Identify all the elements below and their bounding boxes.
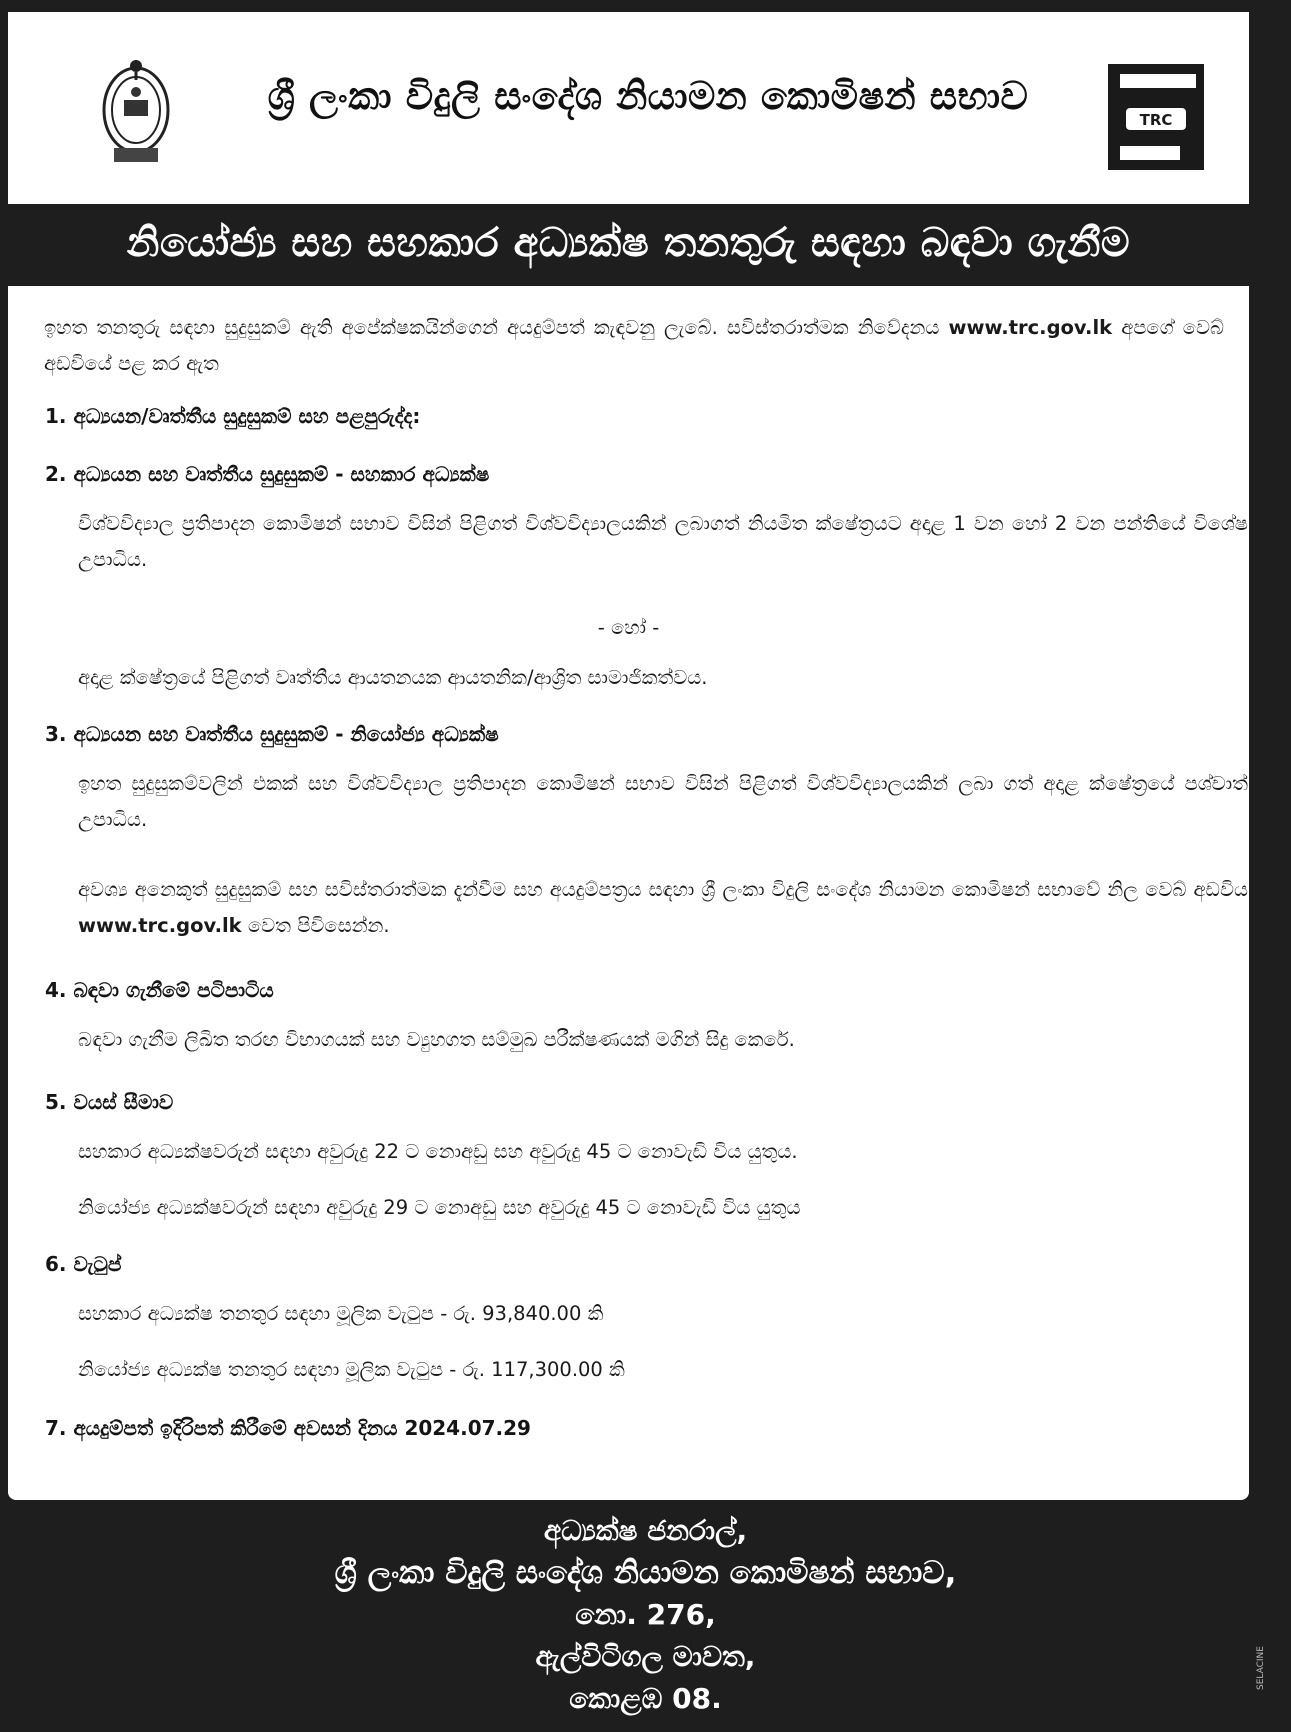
advertisement-title: නියෝජ්‍ය සහ සහකාර අධ්‍යක්ෂ තනතුරු සඳහා බඳවා ගැනීම (126, 220, 1131, 266)
section-3-paragraph-2-end: වෙත පිවිසෙන්න. (247, 914, 390, 937)
section-4-heading: 4. බඳවා ගැනීමේ පටිපාටිය (45, 978, 274, 1002)
intro-paragraph (44, 310, 1224, 382)
sri-lanka-emblem-icon (100, 52, 172, 170)
section-6-paragraph-2: නියෝජ්‍ය අධ්‍යක්ෂ තනතුර සඳහා මූලික වැටුප - රු. 117,300.00 කි (78, 1358, 625, 1381)
section-3-heading: 3. අධ්‍යයන සහ වෘත්තීය සුදුසුකම් - නියෝජ්‍ය අධ්‍යක්ෂ (45, 722, 499, 746)
side-watermark: SELACINE (1256, 1646, 1266, 1690)
footer-line-4: ඇල්විටිගල මාවත, (535, 1640, 756, 1673)
section-4-paragraph: බඳවා ගැනීම ලිඛිත තරඟ විභාගයක් සහ ව්‍යුහගත සම්මුඛ පරීක්ෂණයක් මගින් සිදු කෙරේ. (78, 1028, 795, 1051)
section-2-or: - හෝ - (597, 616, 660, 639)
website-link-2[interactable]: www.trc.gov.lk (78, 914, 242, 937)
section-6-heading: 6. වැටුප් (45, 1252, 122, 1276)
section-2-paragraph-2: අදාළ ක්ෂේත්‍රයේ පිළිගත් වෘත්තීය ආයතනයක ආයතනික/ආශ්‍රිත සාමාජිකත්වය. (78, 666, 708, 689)
section-1-heading: 1. අධ්‍යයන/වෘත්තීය සුදුසුකම් සහ පළපුරුද්ද: (45, 404, 421, 428)
footer-line-5: කොළඹ 08. (569, 1682, 722, 1715)
closing-date: 2024.07.29 (404, 1416, 531, 1440)
intro-text-end: අපගේ වෙබ් අඩවියේ පළ කර ඇත (44, 316, 1224, 375)
section-2-paragraph-1: විශ්වවිද්‍යාල ප්‍රතිපාදන කොමිෂන් සභාව විසින් පිළිගත් විශ්වවිද්‍යාලයකින් ලබාගත් නියමිත ක්ෂේත්‍රයට අදාළ 1 වන හෝ 2 වන පන්තියේ විශේෂ උපාධිය. (78, 512, 1248, 571)
section-7 (45, 1416, 531, 1440)
section-5-paragraph-1: සහකාර අධ්‍යක්ෂවරුන් සඳහා අවුරුදු 22 ට නොඅඩු සහ අවුරුදු 45 ට නොවැඩි විය යුතුය. (78, 1140, 798, 1163)
section-3-paragraph-2 (78, 872, 1248, 944)
section-7-text: 7. අයදුම්පත් ඉදිරිපත් කිරීමේ අවසන් දිනය (45, 1416, 398, 1440)
section-2-heading: 2. අධ්‍යයන සහ වෘත්තීය සුදුසුකම් - සහකාර අධ්‍යක්ෂ (45, 462, 490, 486)
intro-text: ඉහත තනතුරු සඳහා සුදුසුකම් ඇති අපේක්ෂකයින්ගෙන් අයදුම්පත් කැඳවනු ලැබේ. සවිස්තරාත්මක නිවේදනය (44, 316, 940, 339)
footer-address (0, 1510, 1291, 1720)
footer-line-1: අධ්‍යක්ෂ ජනරාල්, (543, 1514, 748, 1547)
advertisement-body (8, 286, 1249, 1500)
section-5-heading: 5. වයස් සීමාව (45, 1090, 174, 1114)
trc-logo-icon (1108, 64, 1204, 170)
title-band (8, 204, 1249, 286)
header (8, 12, 1249, 204)
trc-logo-text: TRC (1139, 111, 1173, 129)
section-3-paragraph-2-text: අවශ්‍ය අනෙකුත් සුදුසුකම් සහ සවිස්තරාත්මක දැන්වීම සහ අයදුම්පත්‍රය සඳහා ශ්‍රී ලංකා විදුලි සංදේශ නියාමන කොමිෂන් සභාවේ නිල වෙබ් අඩවිය (78, 878, 1248, 901)
section-6-paragraph-1: සහකාර අධ්‍යක්ෂ තනතුර සඳහා මූලික වැටුප - රු. 93,840.00 කි (78, 1302, 604, 1325)
section-3-paragraph-1: ඉහත සුදුසුකම්වලින් එකක් සහ විශ්වවිද්‍යාල ප්‍රතිපාදන කොමිෂන් සභාව විසින් පිළිගත් විශ්වවිද්‍යාලයකින් ලබා ගත් අදාළ ක්ෂේත්‍රයේ පශ්චාත් උපාධිය. (78, 772, 1248, 831)
organization-name: ශ්‍රී ලංකා විදුලි සංදේශ නියාමන කොමිෂන් සභාව (267, 74, 1029, 118)
footer-line-3: නො. 276, (575, 1598, 716, 1631)
section-5-paragraph-2: නියෝජ්‍ය අධ්‍යක්ෂවරුන් සඳහා අවුරුදු 29 ට නොඅඩු සහ අවුරුදු 45 ට නොවැඩි විය යුතුය (78, 1196, 801, 1219)
website-link[interactable]: www.trc.gov.lk (948, 316, 1113, 339)
footer-line-2: ශ්‍රී ලංකා විදුලි සංදේශ නියාමන කොමිෂන් සභාව, (334, 1555, 957, 1591)
